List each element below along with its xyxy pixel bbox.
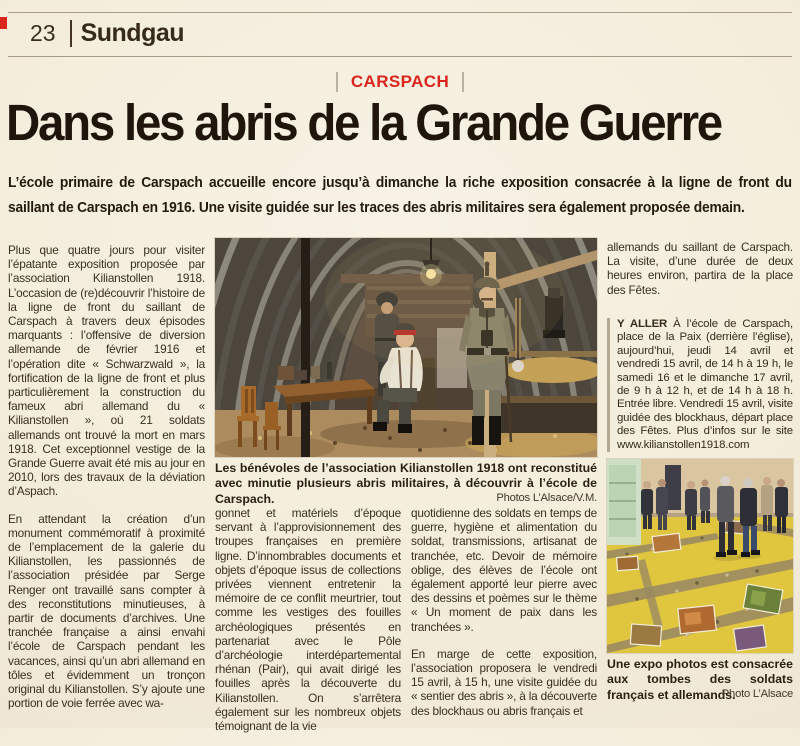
expo-photo-illustration	[607, 459, 793, 653]
lead-paragraph: L’école primaire de Carspach accueille encore jusqu’à dimanche la riche exposition consacrée à la ligne de front du saillant de Carspach en 1916. Une visite guidée sur les traces des abris militaires sera également proposée demain.	[8, 174, 792, 216]
kicker-bar-right	[462, 72, 464, 92]
photo-credit: Photo L’Alsace	[721, 687, 793, 700]
article-column-right	[607, 240, 793, 310]
expo-photo-caption	[607, 657, 793, 703]
expo-photo	[607, 459, 793, 653]
article-column-left	[8, 243, 205, 724]
kicker-label: CARSPACH	[350, 72, 450, 91]
infobox-text: À l’école de Carspach, place de la Paix (derrière l’église), aujourd’hui, jeudi 14 avril et vendredi 15 avril, de 14 h à 19 h, le samedi 16 et le dimanche 17 avril, de 9 h à 12 h, et de 14 h à 18 h. Entrée libre. Vendredi 15 avril, visite guidée des blockhaus, départ place des Fêtes. Plus d’infos sur le site	[617, 318, 793, 438]
paragraph: En attendant la création d’un monument commémoratif à proximité de l’emplacement de la galerie du Kilianstollen, les passionnés de l’association présidée par Serge Renger ont travaillé sans compter à des reconstitutions minutieuses, à partir de documents d’archives. Une tranchée française a ainsi envahi l’école de Carspach pendant les vacances, ainsi qu’un abri allemand en tôles et évidemment un tronçon original du Kilianstollen. S’y ajoute une portion de voie ferrée avec wa-	[8, 511, 205, 711]
shelter-photo-illustration	[215, 238, 597, 457]
photo-credit: Photos L’Alsace/V.M.	[496, 491, 597, 504]
kicker	[0, 72, 800, 92]
paragraph: gonnet et matériels d’époque servant à l’approvisionnement des troupes françaises en première ligne. D’innombrables documents et objets d’époque issus de collections privées viennent entretenir la mémoire de ce conflit meurtrier, tout comme les vestiges des fouilles archéologiques présentés en partenariat avec le Pôle d’archéologie interdépartemental rhénan (Pair), qui avait dirigé les fouilles après la découverte du Kilianstollen. On s’arrêtera également sur les nombreux objets témoignant de la vie	[215, 506, 401, 734]
paragraph: quotidienne des soldats en temps de guerre, hygiène et alimentation du soldat, transmissions, artisanat de tranchée, etc. Devoir de mémoire oblige, des élèves de l’école ont également apporté leur pierre avec des dessins et poèmes sur le thème « Un moment de paix dans les tranchées ».	[411, 506, 597, 634]
header-rule-top	[8, 12, 792, 13]
headline: Dans les abris de la Grande Guerre	[6, 94, 721, 151]
main-photo-caption	[215, 461, 597, 507]
margin-red-tick	[0, 17, 7, 29]
section-title: Sundgau	[80, 19, 185, 47]
page-header	[30, 19, 184, 48]
kicker-bar-left	[336, 72, 338, 92]
masthead-divider	[70, 20, 72, 47]
wood-post-left	[301, 238, 310, 457]
paragraph: Plus que quatre jours pour visiter l’épatante exposition proposée par l’association Kilianstollen 1918. L’occasion de (re)découvrir l’histoire de la ligne de front du saillant de Carspach à travers deux épisodes marquants : l’offensive de diversion allemande de février 1916 et l’opération dite « Schwarzwald », la fortification de la ligne de front et plus particulièrement la construction du fameux abri allemand du « Kilianstollen », où 21 soldats allemands ont trouvé la mort en mars 1918. Cet exceptionnel vestige de la Grande Guerre avait été mis au jour en 2010, lors des travaux de la déviation d’Aspach.	[8, 243, 205, 499]
infobox-y-aller	[607, 318, 793, 452]
paragraph: En marge de cette exposition, l’association proposera le vendredi 15 avril, à 15 h, une visite guidée du « sentier des abris », à la découverte des blockhaus ou abris français et	[411, 646, 597, 718]
article-column-middle-2	[411, 506, 597, 731]
infobox-url: www.kilianstollen1918.com	[617, 438, 750, 451]
main-photo	[215, 238, 597, 457]
lead-wrap	[8, 171, 792, 221]
caption-text: Une expo photos est consacrée aux tombes des soldats français et allemands.	[607, 657, 793, 702]
paragraph: allemands du saillant de Carspach. La visite, d’une durée de deux heures environ, partira de la place des Fêtes.	[607, 240, 793, 297]
article-column-middle-1	[215, 506, 401, 746]
caption-text: Les bénévoles de l’association Kilianstollen 1918 ont reconstitué avec minutie plusieurs abris militaires, à découvrir à l’école de Carspach.	[215, 461, 597, 506]
green-cabinet-wall	[607, 459, 641, 545]
header-rule-bottom	[8, 56, 792, 57]
page-number: 23	[30, 20, 56, 46]
infobox-label: Y ALLER	[617, 318, 674, 330]
